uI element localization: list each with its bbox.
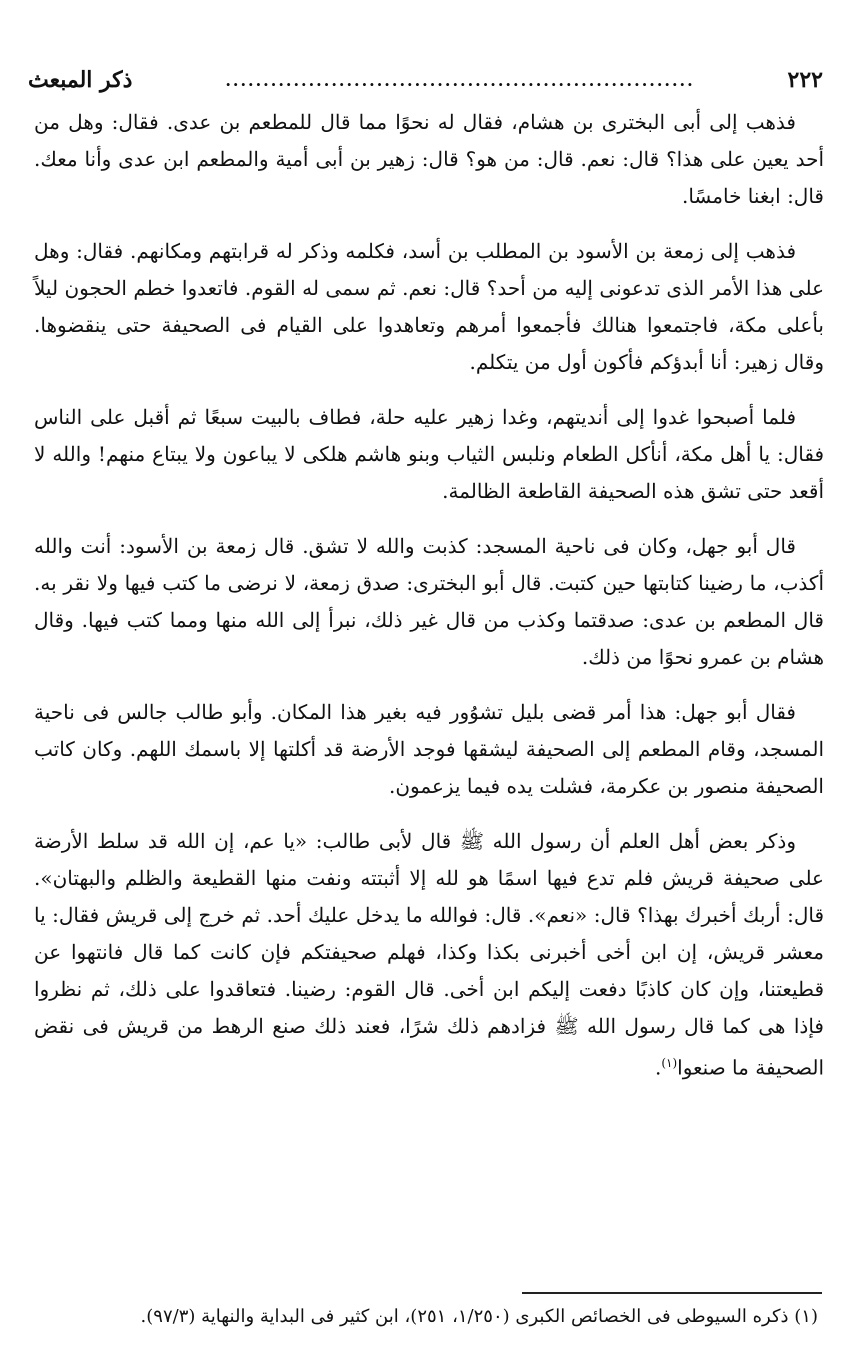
footnote-divider <box>522 1292 822 1294</box>
footnote: (١) ذكره السيوطى فى الخصائص الكبرى (١/٢٥٠، ٢٥١)، ابن كثير فى البداية والنهاية (٩٧/٣). <box>140 1306 818 1327</box>
running-header <box>28 62 823 98</box>
paragraph-2: فذهب إلى زمعة بن الأسود بن المطلب بن أسد، فكلمه وذكر له قرابتهم ومكانهم. فقال: وهل على هذا الأمر الذى تدعونى إليه من أحد؟ قال: نعم. ثم سمى له القوم. فاتعدوا خطم الحجون ليلاً بأعلى مكة، فاجتمعوا هنالك فأجمعوا أمرهم وتعاهدوا على القيام فى الصحيفة حتى ينقضوها. وقال زهير: أنا أبدؤكم فأكون أول من يتكلم. <box>34 239 824 374</box>
paragraph-5: فقال أبو جهل: هذا أمر قضى بليل تشوُور فيه بغير هذا المكان. وأبو طالب جالس فى ناحية المسجد، وقام المطعم إلى الصحيفة ليشقها فوجد الأرضة قد أكلتها إلا باسمك اللهم. وكان كاتب الصحيفة منصور بن عكرمة، فشلت يده فيما يزعمون. <box>34 700 824 798</box>
main-text <box>34 104 824 1105</box>
paragraph-4: قال أبو جهل، وكان فى ناحية المسجد: كذبت والله لا تشق. قال زمعة بن الأسود: أنت والله أكذب، ما رضينا كتابتها حين كتبت. قال أبو البخترى: صدق زمعة، لا نرضى ما كتب فيها ولا نقر به. قال المطعم بن عدى: صدقتما وكذب من قال غير ذلك، نبرأ إلى الله منها ومما كتب فيها. وقال هشام بن عمرو نحوًا من ذلك. <box>34 534 824 669</box>
paragraph-6 <box>34 823 824 1087</box>
paragraph-1: فذهب إلى أبى البخترى بن هشام، فقال له نحوًا مما قال للمطعم بن عدى. فقال: وهل من أحد يعين على هذا؟ قال: نعم. قال: من هو؟ قال: زهير بن أبى أمية والمطعم ابن عدى وأنا معك. قال: ابغنا خامسًا. <box>34 110 824 208</box>
chapter-title: ذكر المبعث <box>28 67 133 93</box>
footnote-marker: (١) <box>661 1056 678 1070</box>
final-period: . <box>654 1055 662 1080</box>
header-leader-dots: .............................................................. <box>225 70 695 90</box>
paragraph-3: فلما أصبحوا غدوا إلى أنديتهم، وغدا زهير عليه حلة، فطاف بالبيت سبعًا ثم أقبل على الناس فقال: يا أهل مكة، أنأكل الطعام ونلبس الثياب وبنو هاشم هلكى لا يباعون ولا يبتاع منهم! والله لا أقعد حتى تشق هذه الصحيفة القاطعة الظالمة. <box>34 405 824 503</box>
paragraph-6-text: وذكر بعض أهل العلم أن رسول الله ﷺ قال لأبى طالب: «يا عم، إن الله قد سلط الأرضة على صحيفة قريش فلم تدع فيها اسمًا هو لله إلا أثبتته ونفت منها القطيعة والظلم والبهتان». قال: أربك أخبرك بهذا؟ قال: «نعم». قال: فوالله ما يدخل عليك أحد. ثم خرج إلى قريش فقال: يا معشر قريش، إن ابن أخى أخبرنى بكذا وكذا، فهلم صحيفتكم فإن كانت كما قال فانتهوا عن قطيعتنا، وإن كان كاذبًا دفعت إليكم ابن أخى. قال القوم: رضينا. فتعاقدوا على ذلك، ثم نظروا فإذا هى كما قال رسول الله ﷺ فزادهم ذلك شرًا، فعند ذلك صنع الرهط من قريش فى نقض الصحيفة ما صنعوا <box>34 829 824 1080</box>
page-number: ٢٢٢ <box>787 67 823 93</box>
